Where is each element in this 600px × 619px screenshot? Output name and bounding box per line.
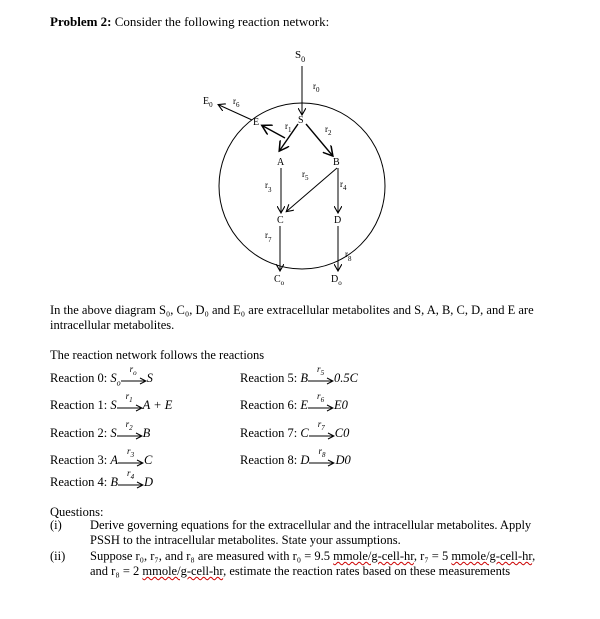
- reaction-lhs: S: [110, 426, 117, 440]
- unit-text: mmole/g-cell-hr: [333, 549, 414, 563]
- reaction-lhs: S: [110, 398, 117, 412]
- reaction-5: [240, 364, 359, 388]
- reaction-lhs: B: [300, 371, 309, 385]
- rate-r3: $r_3$: [265, 180, 272, 194]
- cell-boundary: [219, 103, 385, 269]
- reaction-label: Reaction 6:: [240, 398, 298, 412]
- reaction-label: Reaction 3:: [50, 453, 108, 467]
- node-d0: $D_o$: [331, 274, 342, 287]
- reaction-rhs: 0.5C: [334, 371, 359, 385]
- node-d: D: [334, 215, 342, 226]
- reaction-lhs: E: [300, 398, 309, 412]
- unit-text: mmole/g-cell-hr: [451, 549, 533, 563]
- reaction-rhs: A + E: [142, 398, 173, 412]
- rate-r4: $r_4$: [340, 179, 347, 192]
- reaction-arrow: $r_o$: [121, 373, 147, 385]
- reaction-arrow: $r_3$: [118, 455, 144, 467]
- reaction-lhs: $S_o$: [110, 371, 121, 388]
- reaction-rhs: D0: [335, 453, 351, 467]
- reaction-rhs: S: [146, 371, 153, 385]
- reaction-label: Reaction 7:: [240, 426, 298, 440]
- rate-r6: $r_6$: [233, 96, 240, 109]
- node-e0: $E_0$: [203, 96, 213, 109]
- reaction-arrow: $r_5$: [308, 373, 334, 385]
- reaction-label: Reaction 4:: [50, 475, 108, 489]
- node-s: S: [298, 115, 304, 126]
- problem-statement: Consider the following reaction network:: [114, 14, 330, 29]
- reaction-rhs: C0: [334, 426, 350, 440]
- reaction-8: [240, 446, 351, 470]
- questions-heading: Questions:: [50, 505, 104, 519]
- reaction-lhs: B: [110, 475, 119, 489]
- reaction-lhs: A: [110, 453, 119, 467]
- question-text: Derive governing equations for the extracellular and the intracellular metabolites. Apply PSSH to the intracellular metabolites. State your assumptions.: [90, 518, 532, 547]
- node-c: C: [277, 215, 284, 226]
- node-s0: $S_0$: [295, 49, 306, 64]
- node-c0: $C_o$: [274, 274, 285, 287]
- reaction-label: Reaction 0:: [50, 371, 108, 385]
- arrow-r5: [287, 168, 337, 211]
- question-ii: [50, 549, 570, 581]
- reaction-arrow: $r_1$: [117, 400, 143, 412]
- reaction-label: Reaction 5:: [240, 371, 298, 385]
- reactions-heading: The reaction network follows the reactions: [50, 348, 265, 362]
- reaction-0: [50, 364, 153, 388]
- arrow-r1-e: [263, 126, 285, 138]
- rate-r2: $r_2$: [325, 124, 332, 137]
- reaction-network-diagram: [0, 0, 600, 300]
- reaction-rhs: D: [144, 475, 154, 489]
- intro-paragraph: In the above diagram S₀, C₀, D₀ and E₀ are extracellular metabolites and S, A, B, C, D, and E are intracellular metabolites.: [50, 303, 534, 332]
- question-number: (i): [50, 518, 62, 532]
- reaction-3: [50, 446, 153, 470]
- reaction-arrow: $r_8$: [309, 455, 335, 467]
- reaction-4: [50, 468, 154, 492]
- problem-label: Problem 2:: [50, 14, 112, 29]
- rate-r5: $r_5$: [302, 169, 309, 182]
- reaction-label: Reaction 8:: [240, 453, 298, 467]
- reaction-rhs: B: [142, 426, 151, 440]
- rate-r7: $r_7$: [265, 230, 272, 244]
- node-e: E: [253, 117, 260, 128]
- node-a: A: [277, 157, 285, 168]
- rate-r0: $r_0$: [313, 81, 320, 94]
- reaction-lhs: D: [300, 453, 310, 467]
- reaction-arrow: $r_4$: [118, 477, 144, 489]
- question-i: [50, 518, 570, 550]
- reaction-rhs: E0: [334, 398, 348, 412]
- reaction-1: [50, 391, 173, 415]
- reaction-lhs: C: [300, 426, 309, 440]
- question-text: Suppose r₀, r₇, and r₈ are measured with r₀ = 9.5 mmole/g-cell-hr, r₇ = 5 mmole/g-cell-hr, and r₈ = 2 mmole/g-cell-hr, estimate the reaction rates based on these measurements: [90, 549, 536, 578]
- reaction-label: Reaction 1:: [50, 398, 108, 412]
- reaction-arrow: $r_6$: [308, 400, 334, 412]
- reaction-arrow: $r_7$: [309, 428, 335, 440]
- reaction-arrow: $r_2$: [117, 428, 143, 440]
- reaction-2: [50, 419, 151, 443]
- question-number: (ii): [50, 549, 66, 563]
- reaction-7: [240, 419, 350, 443]
- reaction-rhs: C: [144, 453, 153, 467]
- rate-r8: $r_8$: [345, 249, 352, 263]
- rate-r1: $r_1$: [285, 121, 292, 134]
- node-b: B: [333, 157, 340, 168]
- reaction-6: [240, 391, 348, 415]
- reaction-label: Reaction 2:: [50, 426, 108, 440]
- unit-text: mmole/g-cell-hr: [142, 564, 224, 578]
